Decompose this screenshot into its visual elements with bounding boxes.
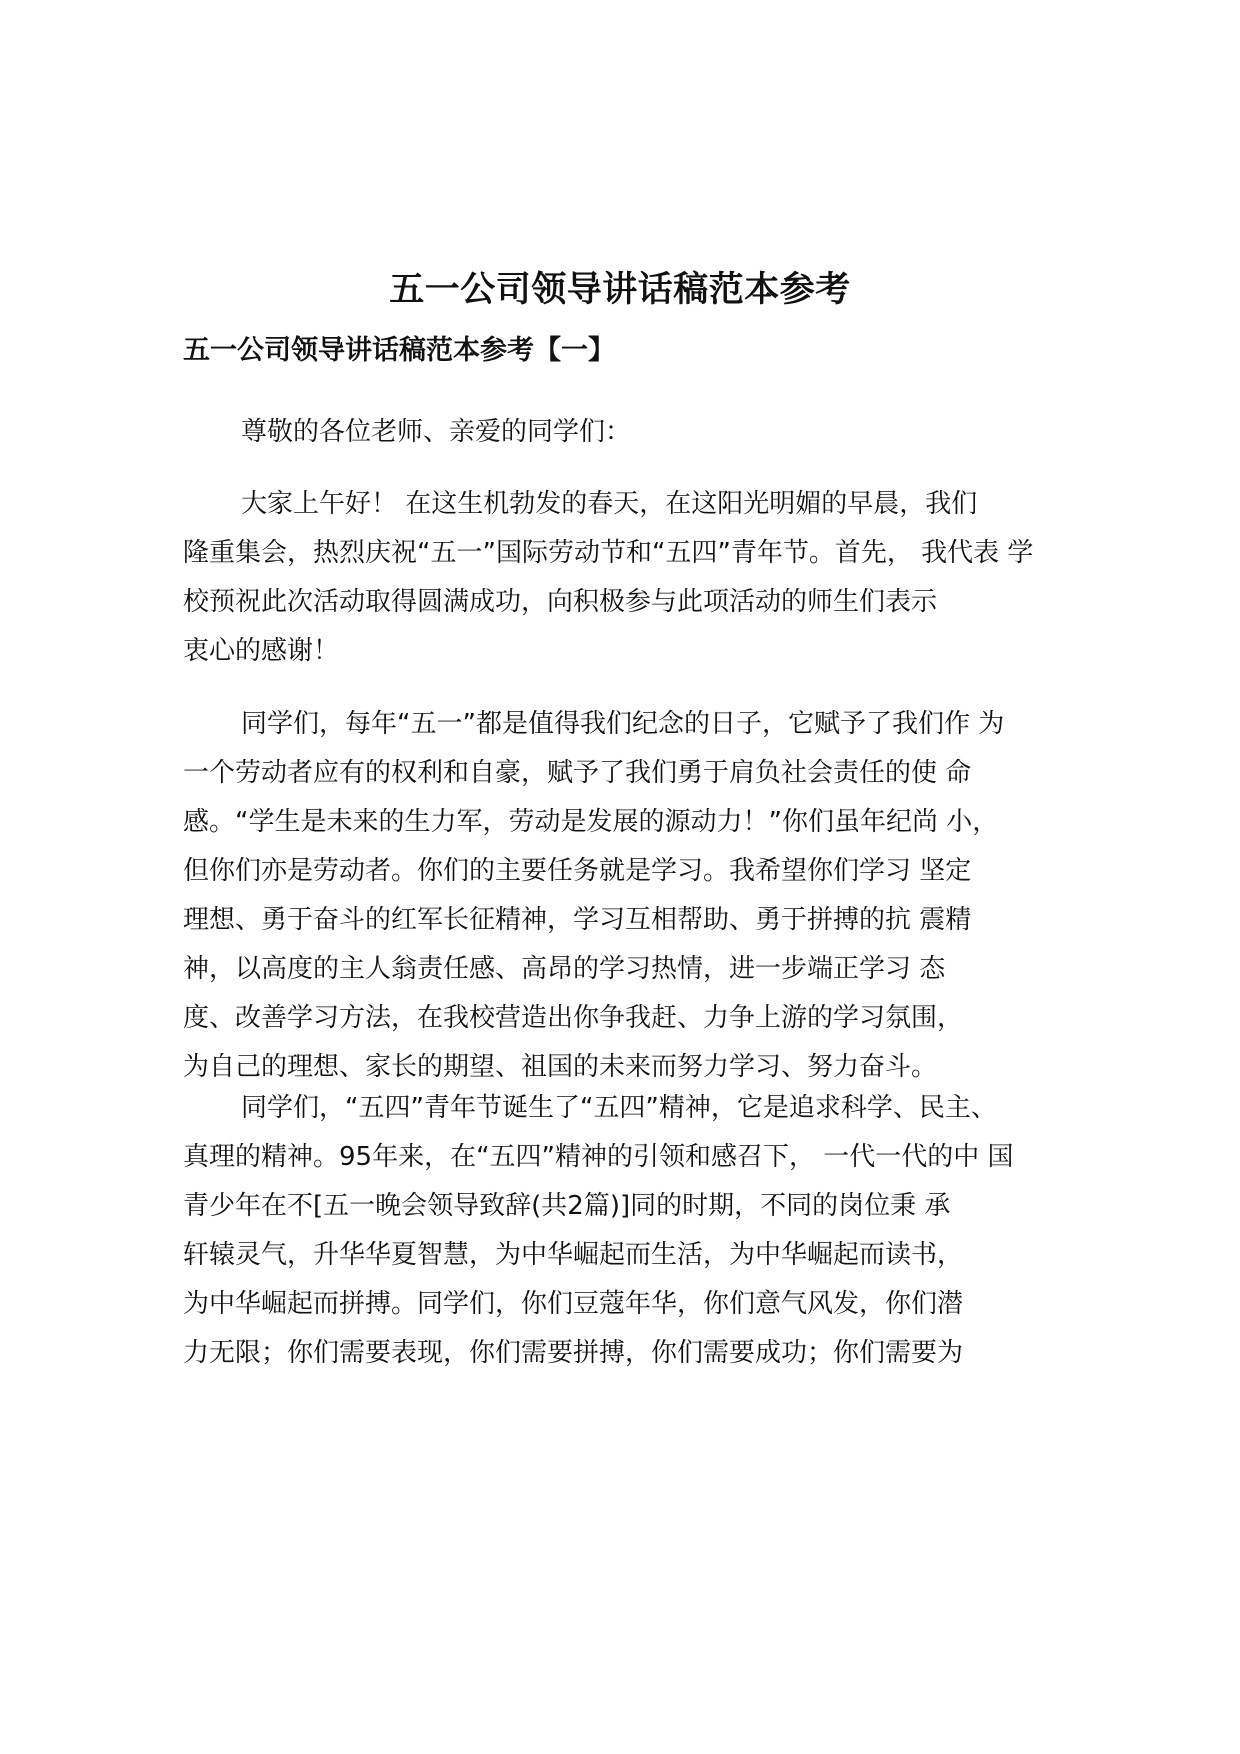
paragraph-line: 大家上午好！ 在这生机勃发的春天，在这阳光明媚的早晨，我们 bbox=[241, 489, 978, 519]
section-heading: 五一公司领导讲话稿范本参考【一】 bbox=[183, 335, 615, 366]
paragraph-line: 但你们亦是劳动者。你们的主要任务就是学习。我希望你们学习 坚定 bbox=[183, 856, 972, 886]
paragraph-line: 度、改善学习方法，在我校营造出你争我赶、力争上游的学习氛围， bbox=[183, 1003, 964, 1033]
greeting-paragraph bbox=[183, 408, 1083, 457]
paragraph-line: 衷心的感谢！ bbox=[183, 636, 340, 666]
paragraph-line: 一个劳动者应有的权利和自豪，赋予了我们勇于肩负社会责任的使 命 bbox=[183, 758, 972, 788]
paragraph-1 bbox=[183, 480, 1083, 676]
paragraph-line: 神，以高度的主人翁责任感、高昂的学习热情，进一步端正学习 态 bbox=[183, 954, 946, 984]
paragraph-line: 理想、勇于奋斗的红军长征精神，学习互相帮助、勇于拼搏的抗 震精 bbox=[183, 905, 972, 935]
paragraph-line: 为中华崛起而拼搏。同学们，你们豆蔻年华，你们意气风发，你们潜 bbox=[183, 1289, 964, 1319]
paragraph-line: 校预祝此次活动取得圆满成功，向积极参与此项活动的师生们表示 bbox=[183, 587, 938, 617]
document-title: 五一公司领导讲话稿范本参考 bbox=[389, 270, 851, 310]
greeting-line: 尊敬的各位老师、亲爱的同学们： bbox=[241, 417, 632, 447]
paragraph-line: 同学们，“五四”青年节诞生了“五四”精神，它是追求科学、民主、 bbox=[241, 1093, 997, 1123]
paragraph-line: 真理的精神。95年来，在“五四”精神的引领和感召下， 一代一代的中 国 bbox=[183, 1142, 1014, 1172]
paragraph-line: 轩辕灵气，升华华夏智慧，为中华崛起而生活，为中华崛起而读书， bbox=[183, 1240, 964, 1270]
paragraph-line: 感。“学生是未来的生力军，劳动是发展的源动力！”你们虽年纪尚 小， bbox=[183, 807, 999, 837]
paragraph-line: 隆重集会，热烈庆祝“五一”国际劳动节和“五四”青年节。首先， 我代表 学 bbox=[183, 538, 1034, 568]
paragraph-line: 力无限；你们需要表现，你们需要拼搏，你们需要成功；你们需要为 bbox=[183, 1338, 964, 1368]
paragraph-line: 青少年在不[五一晚会领导致辞(共2篇)]同的时期，不同的岗位秉 承 bbox=[183, 1191, 951, 1221]
paragraph-line: 同学们，每年“五一”都是值得我们纪念的日子，它赋予了我们作 为 bbox=[241, 709, 1005, 739]
paragraph-line: 为自己的理想、家长的期望、祖国的未来而努力学习、努力奋斗。 bbox=[183, 1052, 938, 1082]
paragraph-2 bbox=[183, 700, 1083, 1092]
paragraph-3 bbox=[183, 1084, 1083, 1378]
